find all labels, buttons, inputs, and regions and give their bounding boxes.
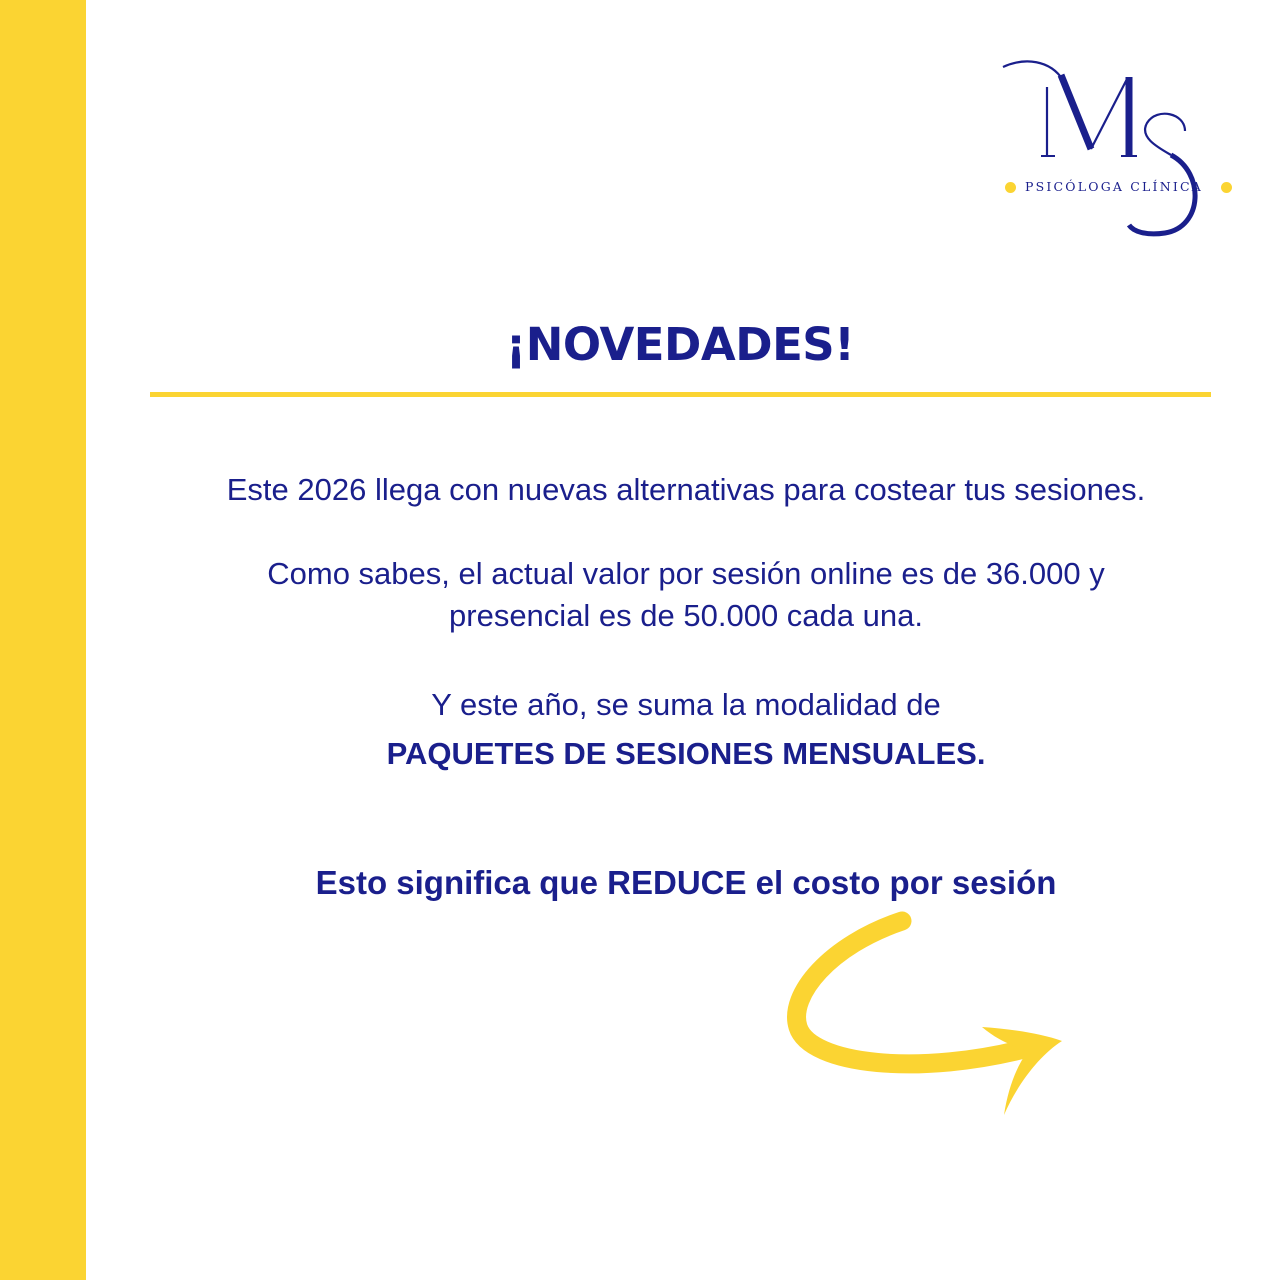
logo-subtitle: PSICÓLOGA CLÍNICA — [1025, 179, 1203, 194]
title-divider — [150, 392, 1211, 397]
paragraph-modality-line-1: Y este año, se suma la modalidad de — [431, 687, 941, 722]
paragraph-prices-line-1: Como sabes, el actual valor por sesión online es de 36.000 y — [267, 556, 1105, 591]
ms-monogram-logo — [995, 55, 1240, 240]
curved-arrow-right-icon — [770, 905, 1080, 1130]
brand-logo — [995, 55, 1240, 240]
paragraph-intro: Este 2026 llega con nuevas alternativas para costear tus sesiones. — [226, 472, 1146, 507]
highlight-statement: Esto significa que REDUCE el costo por sesión — [315, 864, 1057, 901]
page-title: ¡NOVEDADES! — [505, 318, 855, 371]
paragraph-modality-line-2: PAQUETES DE SESIONES MENSUALES. — [386, 736, 986, 771]
yellow-side-bar — [0, 0, 86, 1280]
logo-dot-right — [1221, 182, 1232, 193]
paragraph-prices-line-2: presencial es de 50.000 cada una. — [449, 598, 923, 633]
